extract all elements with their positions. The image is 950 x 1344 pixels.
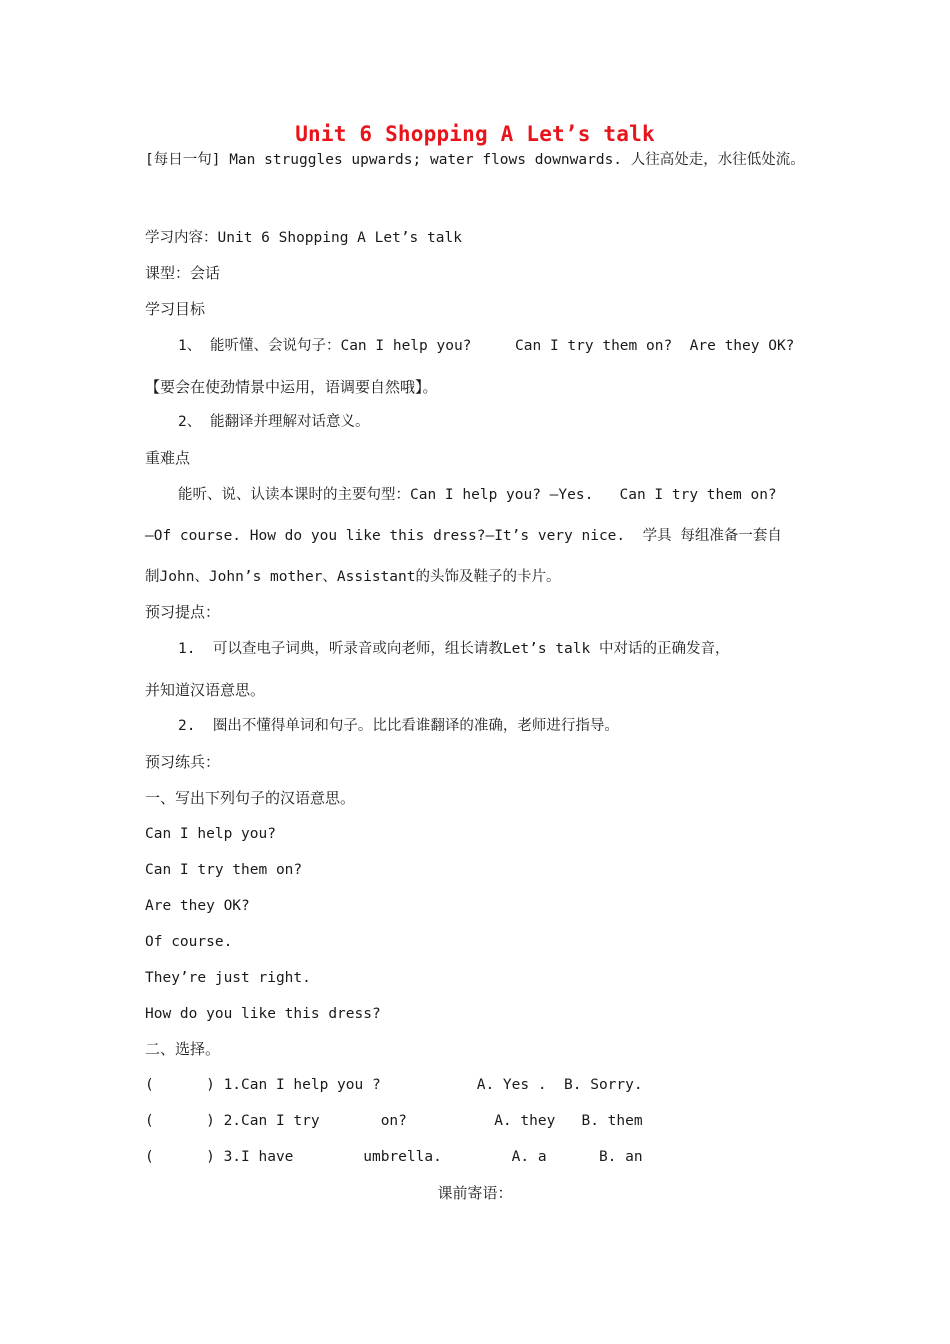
sentence-item: Can I help you? (145, 826, 276, 842)
objective-1: 1、 能听懂、会说句子：Can I help you? Can I try them on? Are they OK? (178, 338, 795, 354)
objectives-heading: 学习目标 (145, 300, 206, 318)
objective-1-note: 【要会在使劲情景中运用，语调要自然哦】。 (145, 378, 438, 396)
key-points-line-3: 制John、John’s mother、Assistant的头饰及鞋子的卡片。 (145, 569, 561, 585)
sentence-item: Are they OK? (145, 898, 250, 914)
choice-item: ( ) 2.Can I try on? A. they B. them (145, 1113, 643, 1129)
tip-1-line-2: 并知道汉语意思。 (145, 681, 266, 699)
footer-heading: 课前寄语： (437, 1184, 513, 1202)
practice-heading: 预习练兵： (145, 753, 221, 771)
lesson-type: 课型：会话 (145, 264, 221, 282)
sentence-item: Can I try them on? (145, 862, 303, 878)
sentence-item: Of course. (145, 934, 233, 950)
objective-2: 2、 能翻译并理解对话意义。 (178, 414, 370, 430)
section-1-heading: 一、写出下列句子的汉语意思。 (145, 789, 356, 807)
key-points-line-2: —Of course. How do you like this dress?—It’s very nice. 学具 每组准备一套自 (145, 528, 782, 544)
tip-1-line-1: 1. 可以查电子词典，听录音或向老师，组长请教Let’s talk 中对话的正确发音， (178, 641, 730, 657)
choice-item: ( ) 1.Can I help you ? A. Yes . B. Sorry. (145, 1077, 643, 1093)
preview-tips-heading: 预习提点： (145, 603, 221, 621)
study-content: 学习内容：Unit 6 Shopping A Let’s talk (145, 230, 462, 246)
tip-2: 2. 圈出不懂得单词和句子。比比看谁翻译的准确，老师进行指导。 (178, 718, 619, 734)
key-points-heading: 重难点 (145, 449, 191, 467)
page-title: Unit 6 Shopping A Let’s talk (295, 122, 655, 146)
sentence-item: How do you like this dress? (145, 1006, 381, 1022)
choice-item: ( ) 3.I have umbrella. A. a B. an (145, 1149, 643, 1165)
daily-sentence: [每日一句] Man struggles upwards; water flows downwards. 人往高处走，水往低处流。 (145, 152, 805, 168)
key-points-line-1: 能听、说、认读本课时的主要句型：Can I help you? —Yes. Can I try them on? (178, 487, 777, 503)
section-2-heading: 二、选择。 (145, 1040, 221, 1058)
sentence-item: They’re just right. (145, 970, 311, 986)
